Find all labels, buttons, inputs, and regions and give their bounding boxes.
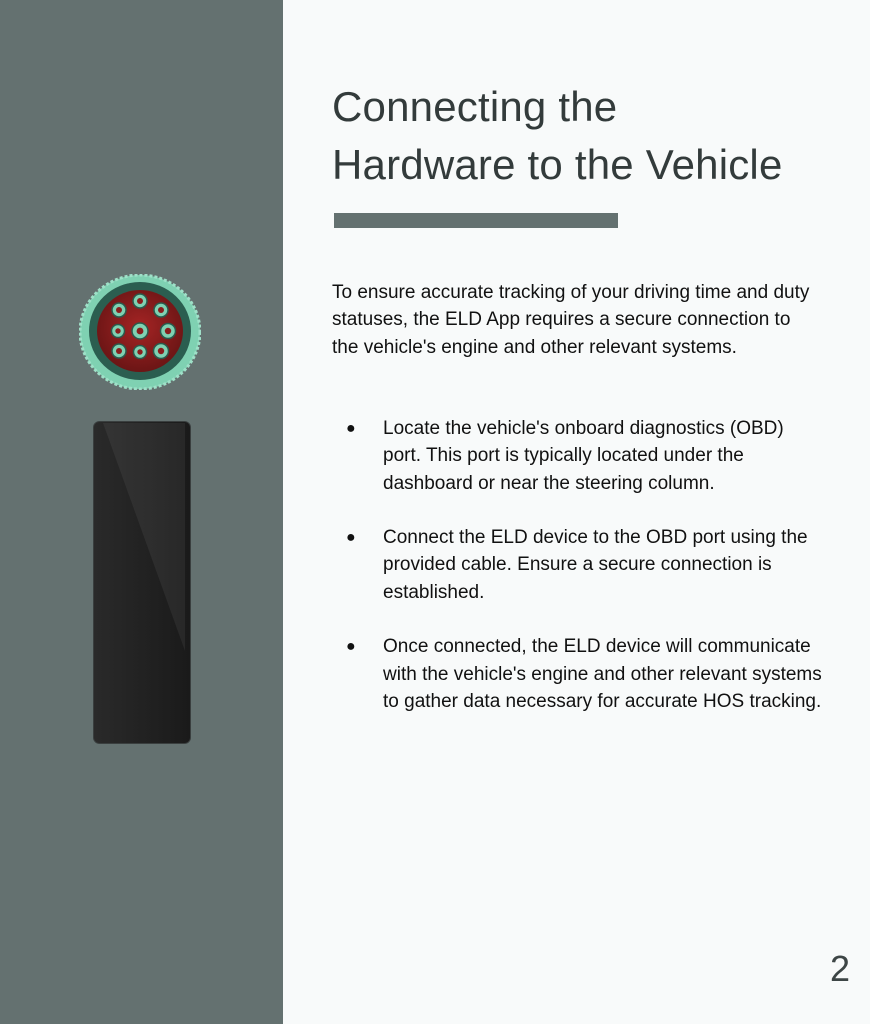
page-number: 2 bbox=[829, 948, 850, 989]
list-item-text: Once connected, the ELD device will communicate with the vehicle's engine and other relevant systems to gather data necessary for accurate HOS tracking. bbox=[383, 636, 822, 712]
list-item-text: Locate the vehicle's onboard diagnostics (OBD) port. This port is typically located under the dashboard or near the steering column. bbox=[383, 418, 784, 494]
eld-device-icon bbox=[93, 421, 191, 744]
bullet-icon: ● bbox=[346, 638, 356, 656]
bullet-icon: ● bbox=[346, 529, 356, 547]
list-item bbox=[332, 415, 822, 497]
bullet-icon: ● bbox=[346, 420, 356, 437]
intro-paragraph: To ensure accurate tracking of your driving time and duty statuses, the ELD App requires a secure connection to the vehicle's engine and other relevant systems. bbox=[332, 282, 810, 358]
list-item-text: Connect the ELD device to the OBD port using the provided cable. Ensure a secure connection is established. bbox=[383, 527, 808, 603]
list-item bbox=[332, 524, 822, 606]
title-underline bbox=[334, 213, 618, 228]
title-line-2: Hardware to the Vehicle bbox=[332, 141, 783, 188]
title-line-1: Connecting the bbox=[332, 83, 618, 130]
sidebar-panel bbox=[0, 0, 283, 1024]
list-item bbox=[332, 633, 822, 715]
obd-connector-icon bbox=[79, 274, 201, 390]
steps-list bbox=[332, 415, 822, 743]
page-title bbox=[332, 78, 832, 194]
